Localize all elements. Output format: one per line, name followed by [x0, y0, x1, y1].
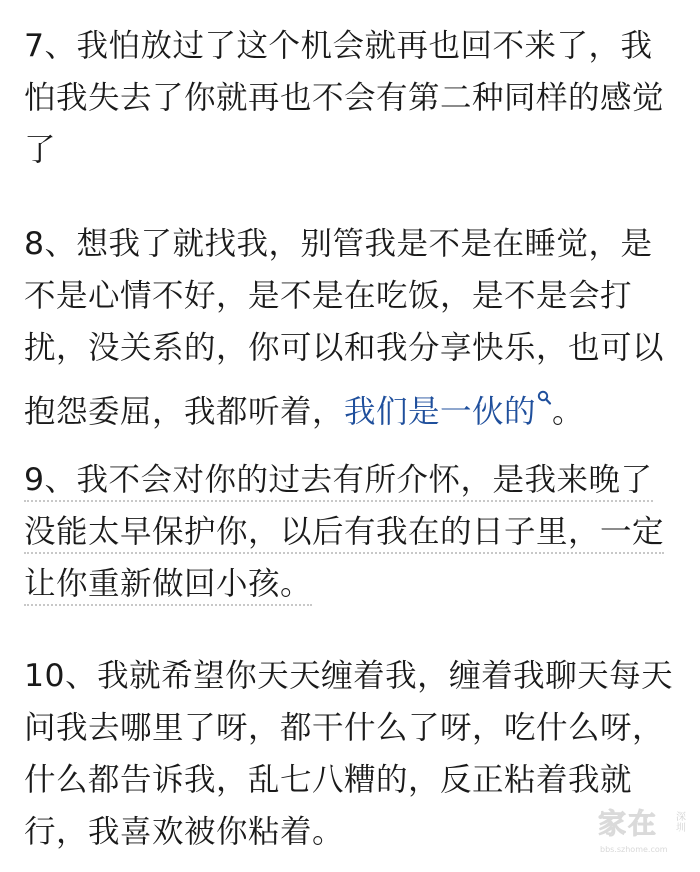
paragraph-line: 10、我就希望你天天缠着我，缠着我聊天每天 — [24, 658, 674, 694]
search-link-text[interactable]: 我们是一伙的 — [344, 394, 537, 430]
paragraph-line — [24, 506, 684, 558]
underlined-text[interactable]: 没能太早保护你，以后有我在的日子里，一定 — [24, 514, 664, 554]
paragraph-line: 7、我怕放过了这个机会就再也回不来了，我 — [24, 28, 653, 64]
paragraph-line: 8、想我了就找我，别管我是不是在睡觉，是 — [24, 226, 653, 262]
paragraph-line: 不是心情不好，是不是在吃饭，是不是会打 — [24, 278, 633, 314]
paragraph-10 — [24, 650, 684, 858]
paragraph-line: 怕我失去了你就再也不会有第二种同样的感觉 — [24, 80, 665, 116]
underlined-text[interactable]: 让你重新做回小孩。 — [24, 566, 312, 606]
watermark-text: 家在 — [598, 807, 659, 840]
paragraph-text: 抱怨委屈，我都听着， — [24, 394, 345, 430]
paragraph-line: 扰，没关系的，你可以和我分享快乐，也可以 — [24, 330, 665, 366]
paragraph-line — [24, 374, 684, 430]
search-link[interactable] — [344, 394, 552, 430]
search-icon[interactable] — [537, 374, 552, 394]
watermark-url: bbs.szhome.com — [600, 845, 668, 854]
paragraph-7 — [24, 20, 684, 176]
paragraph-text: 。 — [552, 394, 585, 430]
watermark-side-text: 深圳 — [676, 812, 686, 834]
paragraph-line: 行，我喜欢被你粘着。 — [24, 814, 345, 850]
paragraph-line — [24, 454, 684, 506]
paragraph-9 — [24, 454, 684, 610]
paragraph-8 — [24, 218, 684, 430]
watermark-logo — [598, 806, 690, 854]
paragraph-line — [24, 558, 684, 610]
paragraph-line: 了 — [24, 132, 57, 168]
paragraph-line: 问我去哪里了呀，都干什么了呀，吃什么呀， — [24, 710, 665, 746]
paragraph-line: 什么都告诉我，乱七八糟的，反正粘着我就 — [24, 762, 633, 798]
underlined-text[interactable]: 9、我不会对你的过去有所介怀，是我来晚了 — [24, 462, 653, 502]
